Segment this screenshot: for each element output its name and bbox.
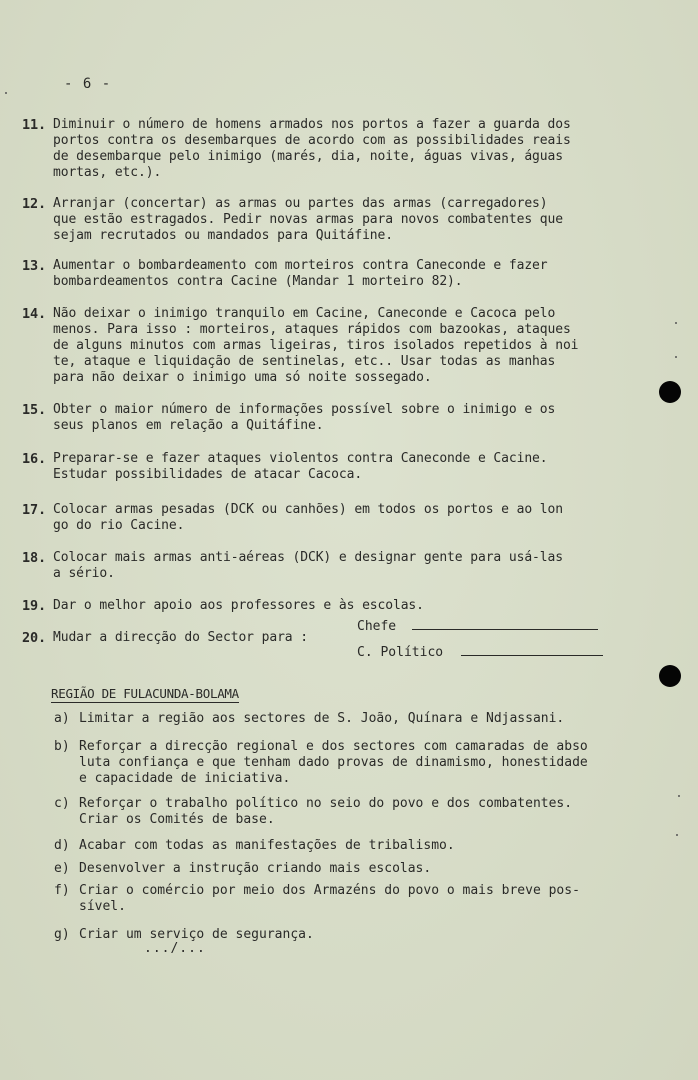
speck-mark (675, 322, 677, 324)
speck-mark (678, 795, 680, 797)
item-text: Limitar a região aos sectores de S. João, Quínara e Ndjassani. (79, 711, 565, 726)
speck-mark (675, 356, 677, 358)
item-number: 15. (22, 402, 47, 418)
page-number: - 6 - (64, 76, 112, 92)
signature-chefe (357, 617, 598, 635)
item-number: 12. (22, 196, 47, 212)
sub-item-a (54, 711, 654, 727)
item-number: 20. (22, 630, 47, 646)
item-text: Obter o maior número de informações possível sobre o inimigo e os seus planos em relação a Quitáfine. (53, 402, 556, 433)
chefe-signature-line (412, 617, 598, 630)
item-text: Dar o melhor apoio aos professores e às escolas. (53, 598, 424, 613)
list-item-15 (22, 402, 642, 434)
list-item-14 (22, 306, 642, 386)
item-text: Preparar-se e fazer ataques violentos contra Caneconde e Cacine. Estudar possibilidades de atacar Cacoca. (53, 451, 548, 482)
item-number: 14. (22, 306, 47, 322)
item-text: Reforçar o trabalho político no seio do povo e dos combatentes. Criar os Comités de base. (79, 796, 573, 827)
item-text: Desenvolver a instrução criando mais escolas. (79, 861, 432, 876)
signature-politico (357, 643, 603, 661)
continuation-mark: .../... (144, 941, 206, 956)
item-number: 18. (22, 550, 47, 566)
item-text: Mudar a direcção do Sector para : (53, 630, 308, 645)
item-number: 11. (22, 117, 47, 133)
item-text: Não deixar o inimigo tranquilo em Cacine, Caneconde e Cacoca pelo menos. Para isso : morteiros, ataques rápidos com bazookas, ataques de alguns minutos com armas ligeiras, tiros isolados repetidos à noi te, ataque e liquidação de sentinelas, etc.. Usar todas as manhas para não deixar o inimigo uma só noite sossegado. (53, 306, 579, 385)
item-number: 19. (22, 598, 47, 614)
speck-mark (676, 834, 678, 836)
item-letter: c) (54, 796, 70, 811)
list-item-12 (22, 196, 642, 244)
item-letter: a) (54, 711, 70, 726)
item-text: Arranjar (concertar) as armas ou partes das armas (carregadores) que estão estragados. Pedir novas armas para novos combatentes que sejam recrutados ou mandados para Quitáfine. (53, 196, 563, 243)
list-item-13 (22, 258, 642, 290)
item-text: Reforçar a direcção regional e dos sectores com camaradas de abso luta confiança e que tenham dado provas de dinamismo, honestidade e capacidade de iniciativa. (79, 739, 588, 786)
item-letter: b) (54, 739, 70, 754)
sub-item-b (54, 739, 654, 787)
item-letter: e) (54, 861, 70, 876)
item-letter: g) (54, 927, 70, 942)
punch-hole-bottom (659, 665, 681, 687)
item-text: Acabar com todas as manifestações de tribalismo. (79, 838, 455, 853)
item-text: Diminuir o número de homens armados nos portos a fazer a guarda dos portos contra os desembarques de acordo com as possibilidades reais de desembarque pelo inimigo (marés, dia, noite, águas vivas, águas mortas, etc.). (53, 117, 571, 180)
sub-item-f (54, 883, 654, 915)
item-text: Colocar armas pesadas (DCK ou canhões) em todos os portos e ao lon go do rio Cacine. (53, 502, 563, 533)
sub-item-e (54, 861, 654, 877)
punch-hole-top (659, 381, 681, 403)
item-text: Colocar mais armas anti-aéreas (DCK) e designar gente para usá-las a sério. (53, 550, 563, 581)
chefe-label: Chefe (357, 619, 397, 634)
item-letter: f) (54, 883, 70, 898)
item-letter: d) (54, 838, 70, 853)
speck-mark (5, 92, 7, 94)
item-text: Criar um serviço de segurança. (79, 927, 314, 942)
list-item-11 (22, 117, 642, 181)
item-number: 16. (22, 451, 47, 467)
politico-label: C. Político (357, 645, 444, 660)
item-number: 13. (22, 258, 47, 274)
list-item-17 (22, 502, 642, 534)
sub-item-d (54, 838, 654, 854)
item-number: 17. (22, 502, 47, 518)
list-item-18 (22, 550, 642, 582)
politico-signature-line (461, 643, 603, 656)
section-title: REGIÃO DE FULACUNDA-BOLAMA (51, 686, 239, 701)
item-text: Aumentar o bombardeamento com morteiros contra Caneconde e fazer bombardeamentos contra Cacine (Mandar 1 morteiro 82). (53, 258, 548, 289)
sub-item-c (54, 796, 654, 828)
item-text: Criar o comércio por meio dos Armazéns do povo o mais breve pos- sível. (79, 883, 580, 914)
list-item-19 (22, 598, 642, 614)
list-item-16 (22, 451, 642, 483)
